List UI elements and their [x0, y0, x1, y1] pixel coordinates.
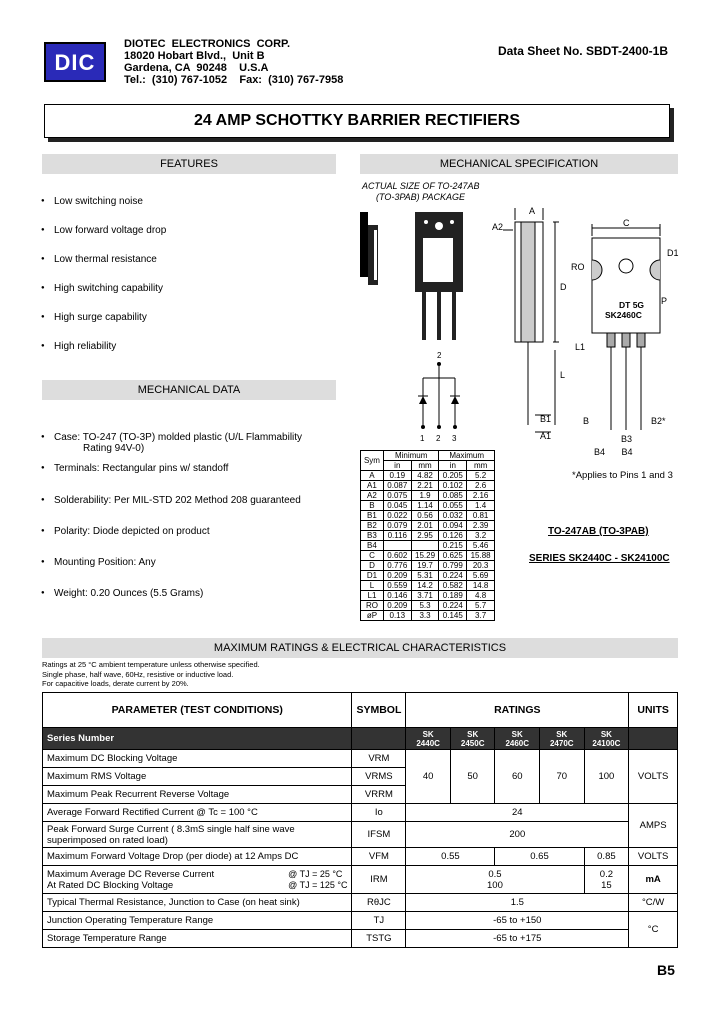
value-cell: 0.224: [439, 571, 467, 581]
symbol-cell: TSTG: [352, 930, 406, 948]
value-cell: 14.8: [467, 581, 495, 591]
value-cell: 0.65: [495, 848, 584, 866]
company-name: DIOTEC ELECTRONICS CORP.: [124, 38, 291, 50]
dim-label: D1: [667, 248, 679, 258]
col-header: Minimum: [383, 451, 439, 461]
dimension-table: [360, 450, 495, 621]
symbol-cell: VFM: [352, 848, 406, 866]
sym-cell: A: [361, 471, 384, 481]
table-row: [361, 611, 495, 621]
ratings-heading: MAXIMUM RATINGS & ELECTRICAL CHARACTERISTICS: [42, 638, 678, 658]
value-cell: 0.776: [383, 561, 411, 571]
value-cell: 0.799: [439, 561, 467, 571]
value-cell: 5.7: [467, 601, 495, 611]
dim-label: P: [661, 296, 668, 306]
company-address: [124, 38, 343, 86]
table-row: [361, 591, 495, 601]
series-range: SERIES SK2440C - SK24100C: [529, 553, 670, 564]
value-cell: [406, 866, 584, 894]
col-header: Sym: [361, 451, 384, 471]
dim-label: C: [623, 218, 630, 228]
dimension-side-drawing: [503, 208, 559, 432]
sym-cell: B1: [361, 511, 384, 521]
conditions: [288, 869, 347, 891]
company-logo: [44, 42, 106, 82]
value-cell: 0.625: [439, 551, 467, 561]
dimension-front-drawing: [592, 224, 660, 430]
param-cell: Maximum Forward Voltage Drop (per diode) at 12 Amps DC: [43, 848, 352, 866]
sym-cell: øP: [361, 611, 384, 621]
package-name: TO-247AB (TO-3PAB): [548, 526, 649, 537]
pin-label: 2: [437, 351, 442, 360]
value-cell: 0.56: [411, 511, 439, 521]
list-item: ● High reliability: [54, 341, 116, 352]
value-cell: 70: [540, 750, 585, 804]
page-number: B5: [657, 962, 675, 978]
dim-label: B2*: [651, 416, 666, 426]
list-item: ● Weight: 0.20 Ounces (5.5 Grams): [54, 588, 203, 599]
unit-cell: °C/W: [629, 894, 678, 912]
sym-cell: RO: [361, 601, 384, 611]
value-cell: 4.8: [467, 591, 495, 601]
page-title: 24 AMP SCHOTTKY BARRIER RECTIFIERS: [194, 112, 520, 129]
b4-labels: [594, 447, 633, 457]
sub-header: in: [439, 461, 467, 471]
table-row: [361, 481, 495, 491]
symbol-header: SYMBOL: [352, 693, 406, 728]
param-text: Maximum Average DC Reverse Current: [47, 868, 215, 880]
param-cell: Junction Operating Temperature Range: [43, 912, 352, 930]
param-text: At Rated DC Blocking Voltage: [47, 879, 174, 891]
front-view: [415, 212, 463, 340]
symbol-cell: VRM: [352, 750, 406, 768]
value-text: 15: [601, 879, 612, 891]
series-label: Series Number: [43, 728, 352, 750]
value-cell: 60: [495, 750, 540, 804]
sym-cell: L1: [361, 591, 384, 601]
case-text-2: Rating 94V-0): [83, 443, 145, 454]
param-cell: Maximum Peak Recurrent Reverse Voltage: [43, 786, 352, 804]
value-text: 100: [487, 879, 503, 891]
list-item: ● High surge capability: [54, 312, 147, 323]
value-cell: 0.13: [383, 611, 411, 621]
value-text: 0.2: [599, 868, 613, 880]
title-box: [44, 104, 670, 138]
table-row: [361, 531, 495, 541]
value-cell: 2.01: [411, 521, 439, 531]
dim-label: B4: [621, 447, 633, 457]
value-cell: 0.602: [383, 551, 411, 561]
package-text: (TO-3PAB) PACKAGE: [376, 192, 466, 202]
value-cell: 0.19: [383, 471, 411, 481]
value-cell: -65 to +150: [406, 912, 629, 930]
value-cell: 19.7: [411, 561, 439, 571]
dims-note: *Applies to Pins 1 and 3: [572, 470, 673, 481]
list-item: ● Terminals: Rectangular pins w/ standoff: [54, 463, 228, 474]
symbol-cell: TJ: [352, 912, 406, 930]
value-cell: 0.559: [383, 581, 411, 591]
col-header: Maximum: [439, 451, 495, 461]
value-cell: 0.189: [439, 591, 467, 601]
value-cell: 2.95: [411, 531, 439, 541]
sym-cell: D: [361, 561, 384, 571]
param-cell: Storage Temperature Range: [43, 930, 352, 948]
list-item: ● Low forward voltage drop: [54, 225, 166, 236]
sym-cell: B: [361, 501, 384, 511]
param-cell: Maximum DC Blocking Voltage: [43, 750, 352, 768]
series-cell: SK 2460C: [495, 728, 540, 750]
symbol-cell: VRMS: [352, 768, 406, 786]
value-cell: 2.16: [467, 491, 495, 501]
value-cell: 2.21: [411, 481, 439, 491]
table-row: [361, 511, 495, 521]
mechanical-data-heading: MECHANICAL DATA: [42, 380, 336, 400]
value-cell: 0.55: [406, 848, 495, 866]
value-cell: 2.6: [467, 481, 495, 491]
value-cell: 0.205: [439, 471, 467, 481]
side-view: [360, 212, 378, 285]
sym-cell: C: [361, 551, 384, 561]
sym-cell: L: [361, 581, 384, 591]
series-units-cell: [629, 728, 678, 750]
units-header: UNITS: [629, 693, 678, 728]
value-cell: 0.582: [439, 581, 467, 591]
value-cell: 15.88: [467, 551, 495, 561]
value-cell: 3.7: [467, 611, 495, 621]
param-cell: Average Forward Rectified Current @ Tc = 100 °C: [43, 804, 352, 822]
ratings-header: RATINGS: [406, 693, 629, 728]
value-cell: 0.055: [439, 501, 467, 511]
value-cell: 5.46: [467, 541, 495, 551]
list-item: ● Low switching noise: [54, 196, 143, 207]
value-cell: 14.2: [411, 581, 439, 591]
list-item: ● Low thermal resistance: [54, 254, 157, 265]
series-cell: SK 2440C: [406, 728, 451, 750]
value-cell: 0.215: [439, 541, 467, 551]
dim-label: L1: [575, 342, 586, 352]
value-cell: 3.71: [411, 591, 439, 601]
sub-header: mm: [467, 461, 495, 471]
unit-cell: °C: [629, 912, 678, 948]
dim-label: L: [560, 370, 566, 380]
table-row: [361, 561, 495, 571]
value-cell: 0.094: [439, 521, 467, 531]
table-row: [361, 501, 495, 511]
table-row: [361, 491, 495, 501]
symbol-cell: Io: [352, 804, 406, 822]
value-cell: 100: [584, 750, 629, 804]
value-cell: 0.145: [439, 611, 467, 621]
table-row: [361, 521, 495, 531]
diode-schematic: [418, 351, 460, 443]
series-cell: SK 24100C: [584, 728, 629, 750]
sub-header: in: [383, 461, 411, 471]
value-cell: 0.075: [383, 491, 411, 501]
value-cell: 0.085: [439, 491, 467, 501]
pin-label: 3: [452, 434, 457, 443]
condition-text: @ TJ = 25 °C: [288, 869, 343, 879]
value-cell: [383, 541, 411, 551]
unit-cell: mA: [629, 866, 678, 894]
value-cell: 2.39: [467, 521, 495, 531]
param-text: Peak Forward Surge Current ( 8.3mS single half sine wave: [47, 823, 295, 835]
dim-label: B: [583, 416, 590, 426]
value-cell: 0.087: [383, 481, 411, 491]
list-item: ● Polarity: Diode depicted on product: [54, 526, 210, 537]
value-cell: 5.31: [411, 571, 439, 581]
value-cell: -65 to +175: [406, 930, 629, 948]
value-cell: 0.045: [383, 501, 411, 511]
sym-cell: B3: [361, 531, 384, 541]
value-cell: 15.29: [411, 551, 439, 561]
unit-cell: VOLTS: [629, 848, 678, 866]
value-cell: 1.9: [411, 491, 439, 501]
table-row: [361, 581, 495, 591]
value-cell: 40: [406, 750, 451, 804]
value-cell: [411, 541, 439, 551]
value-cell: 20.3: [467, 561, 495, 571]
value-cell: 0.032: [439, 511, 467, 521]
value-cell: 1.5: [406, 894, 629, 912]
value-cell: 0.022: [383, 511, 411, 521]
features-heading: FEATURES: [42, 154, 336, 174]
value-cell: 1.14: [411, 501, 439, 511]
list-item: ● Solderability: Per MIL-STD 202 Method 208 guaranteed: [54, 495, 301, 506]
value-cell: 0.102: [439, 481, 467, 491]
value-cell: 3.2: [467, 531, 495, 541]
symbol-cell: RθJC: [352, 894, 406, 912]
value-cell: 5.2: [467, 471, 495, 481]
param-cell: Maximum RMS Voltage: [43, 768, 352, 786]
ratings-table: [42, 692, 678, 948]
dim-label: A: [529, 206, 536, 216]
actual-size-text: ACTUAL SIZE OF TO-247AB: [362, 181, 480, 191]
package-drawings: [355, 200, 680, 450]
value-cell: 200: [406, 822, 629, 848]
unit-cell: AMPS: [629, 804, 678, 848]
sym-cell: B4: [361, 541, 384, 551]
address-line: Gardena, CA 90248 U.S.A: [124, 62, 269, 74]
dim-label: RO: [571, 262, 585, 272]
sub-header: mm: [411, 461, 439, 471]
list-item: ● High switching capability: [54, 283, 163, 294]
logo-text: DIC: [54, 50, 96, 75]
value-cell: 0.81: [467, 511, 495, 521]
sym-cell: D1: [361, 571, 384, 581]
param-cell: Typical Thermal Resistance, Junction to Case (on heat sink): [43, 894, 352, 912]
table-row: [361, 571, 495, 581]
condition-text: @ TJ = 125 °C: [288, 880, 348, 890]
front-marking-1: DT 5G: [427, 258, 449, 265]
front-marking-2: SK2460C: [424, 267, 452, 274]
sym-cell: A1: [361, 481, 384, 491]
dim-label: B4: [594, 447, 606, 457]
series-cell: SK 2450C: [450, 728, 495, 750]
list-item: ● Mounting Position: Any: [54, 557, 156, 568]
param-cell: [43, 866, 352, 894]
table-row: [361, 541, 495, 551]
mech-spec-heading: MECHANICAL SPECIFICATION: [360, 154, 678, 174]
value-cell: 0.209: [383, 601, 411, 611]
note-line: Single phase, half wave, 60Hz, resistive or inductive load.: [42, 669, 234, 679]
case-text: Case: TO-247 (TO-3P) molded plastic (U/L Flammability: [54, 432, 303, 443]
value-cell: 3.3: [411, 611, 439, 621]
value-cell: 0.209: [383, 571, 411, 581]
sym-cell: B2: [361, 521, 384, 531]
value-cell: [584, 866, 629, 894]
sym-cell: A2: [361, 491, 384, 501]
note-line: Ratings at 25 °C ambient temperature unless otherwise specified.: [42, 660, 260, 669]
value-cell: 4.82: [411, 471, 439, 481]
param-cell: [43, 822, 352, 848]
note-line: For capacitive loads, derate current by 20%.: [42, 679, 189, 688]
param-header: PARAMETER (TEST CONDITIONS): [43, 693, 352, 728]
value-cell: 0.146: [383, 591, 411, 601]
dim-label: D: [560, 282, 567, 292]
value-cell: 5.3: [411, 601, 439, 611]
symbol-cell: IFSM: [352, 822, 406, 848]
dim-label: A2: [492, 222, 504, 232]
dim-label: B3: [621, 434, 633, 444]
value-cell: 5.69: [467, 571, 495, 581]
phone-line: Tel.: (310) 767-1052 Fax: (310) 767-7958: [124, 74, 344, 86]
unit-cell: VOLTS: [629, 750, 678, 804]
series-cell: SK 2470C: [540, 728, 585, 750]
value-cell: 0.126: [439, 531, 467, 541]
value-cell: 0.079: [383, 521, 411, 531]
table-row: [361, 601, 495, 611]
symbol-cell: IRM: [352, 866, 406, 894]
value-cell: 50: [450, 750, 495, 804]
value-cell: 24: [406, 804, 629, 822]
value-cell: 1.4: [467, 501, 495, 511]
table-row: [361, 551, 495, 561]
table-row: [361, 471, 495, 481]
address-line: 18020 Hobart Blvd., Unit B: [124, 50, 265, 62]
value-cell: 0.116: [383, 531, 411, 541]
ratings-notes: [42, 660, 260, 689]
param-text: superimposed on rated load): [47, 834, 168, 846]
dim-label: B1: [540, 414, 552, 424]
series-symbol-cell: [352, 728, 406, 750]
value-text: 0.5: [488, 868, 502, 880]
dim-marking-1: DT 5G: [619, 300, 645, 310]
value-cell: 0.224: [439, 601, 467, 611]
dim-label: A1: [540, 431, 552, 441]
symbol-cell: VRRM: [352, 786, 406, 804]
pin-label: 2: [436, 434, 441, 443]
value-cell: 0.85: [584, 848, 629, 866]
list-item: [54, 432, 302, 454]
datasheet-number: Data Sheet No. SBDT-2400-1B: [497, 44, 668, 58]
pin-label: 1: [420, 434, 425, 443]
dim-marking-2: SK2460C: [605, 310, 642, 320]
